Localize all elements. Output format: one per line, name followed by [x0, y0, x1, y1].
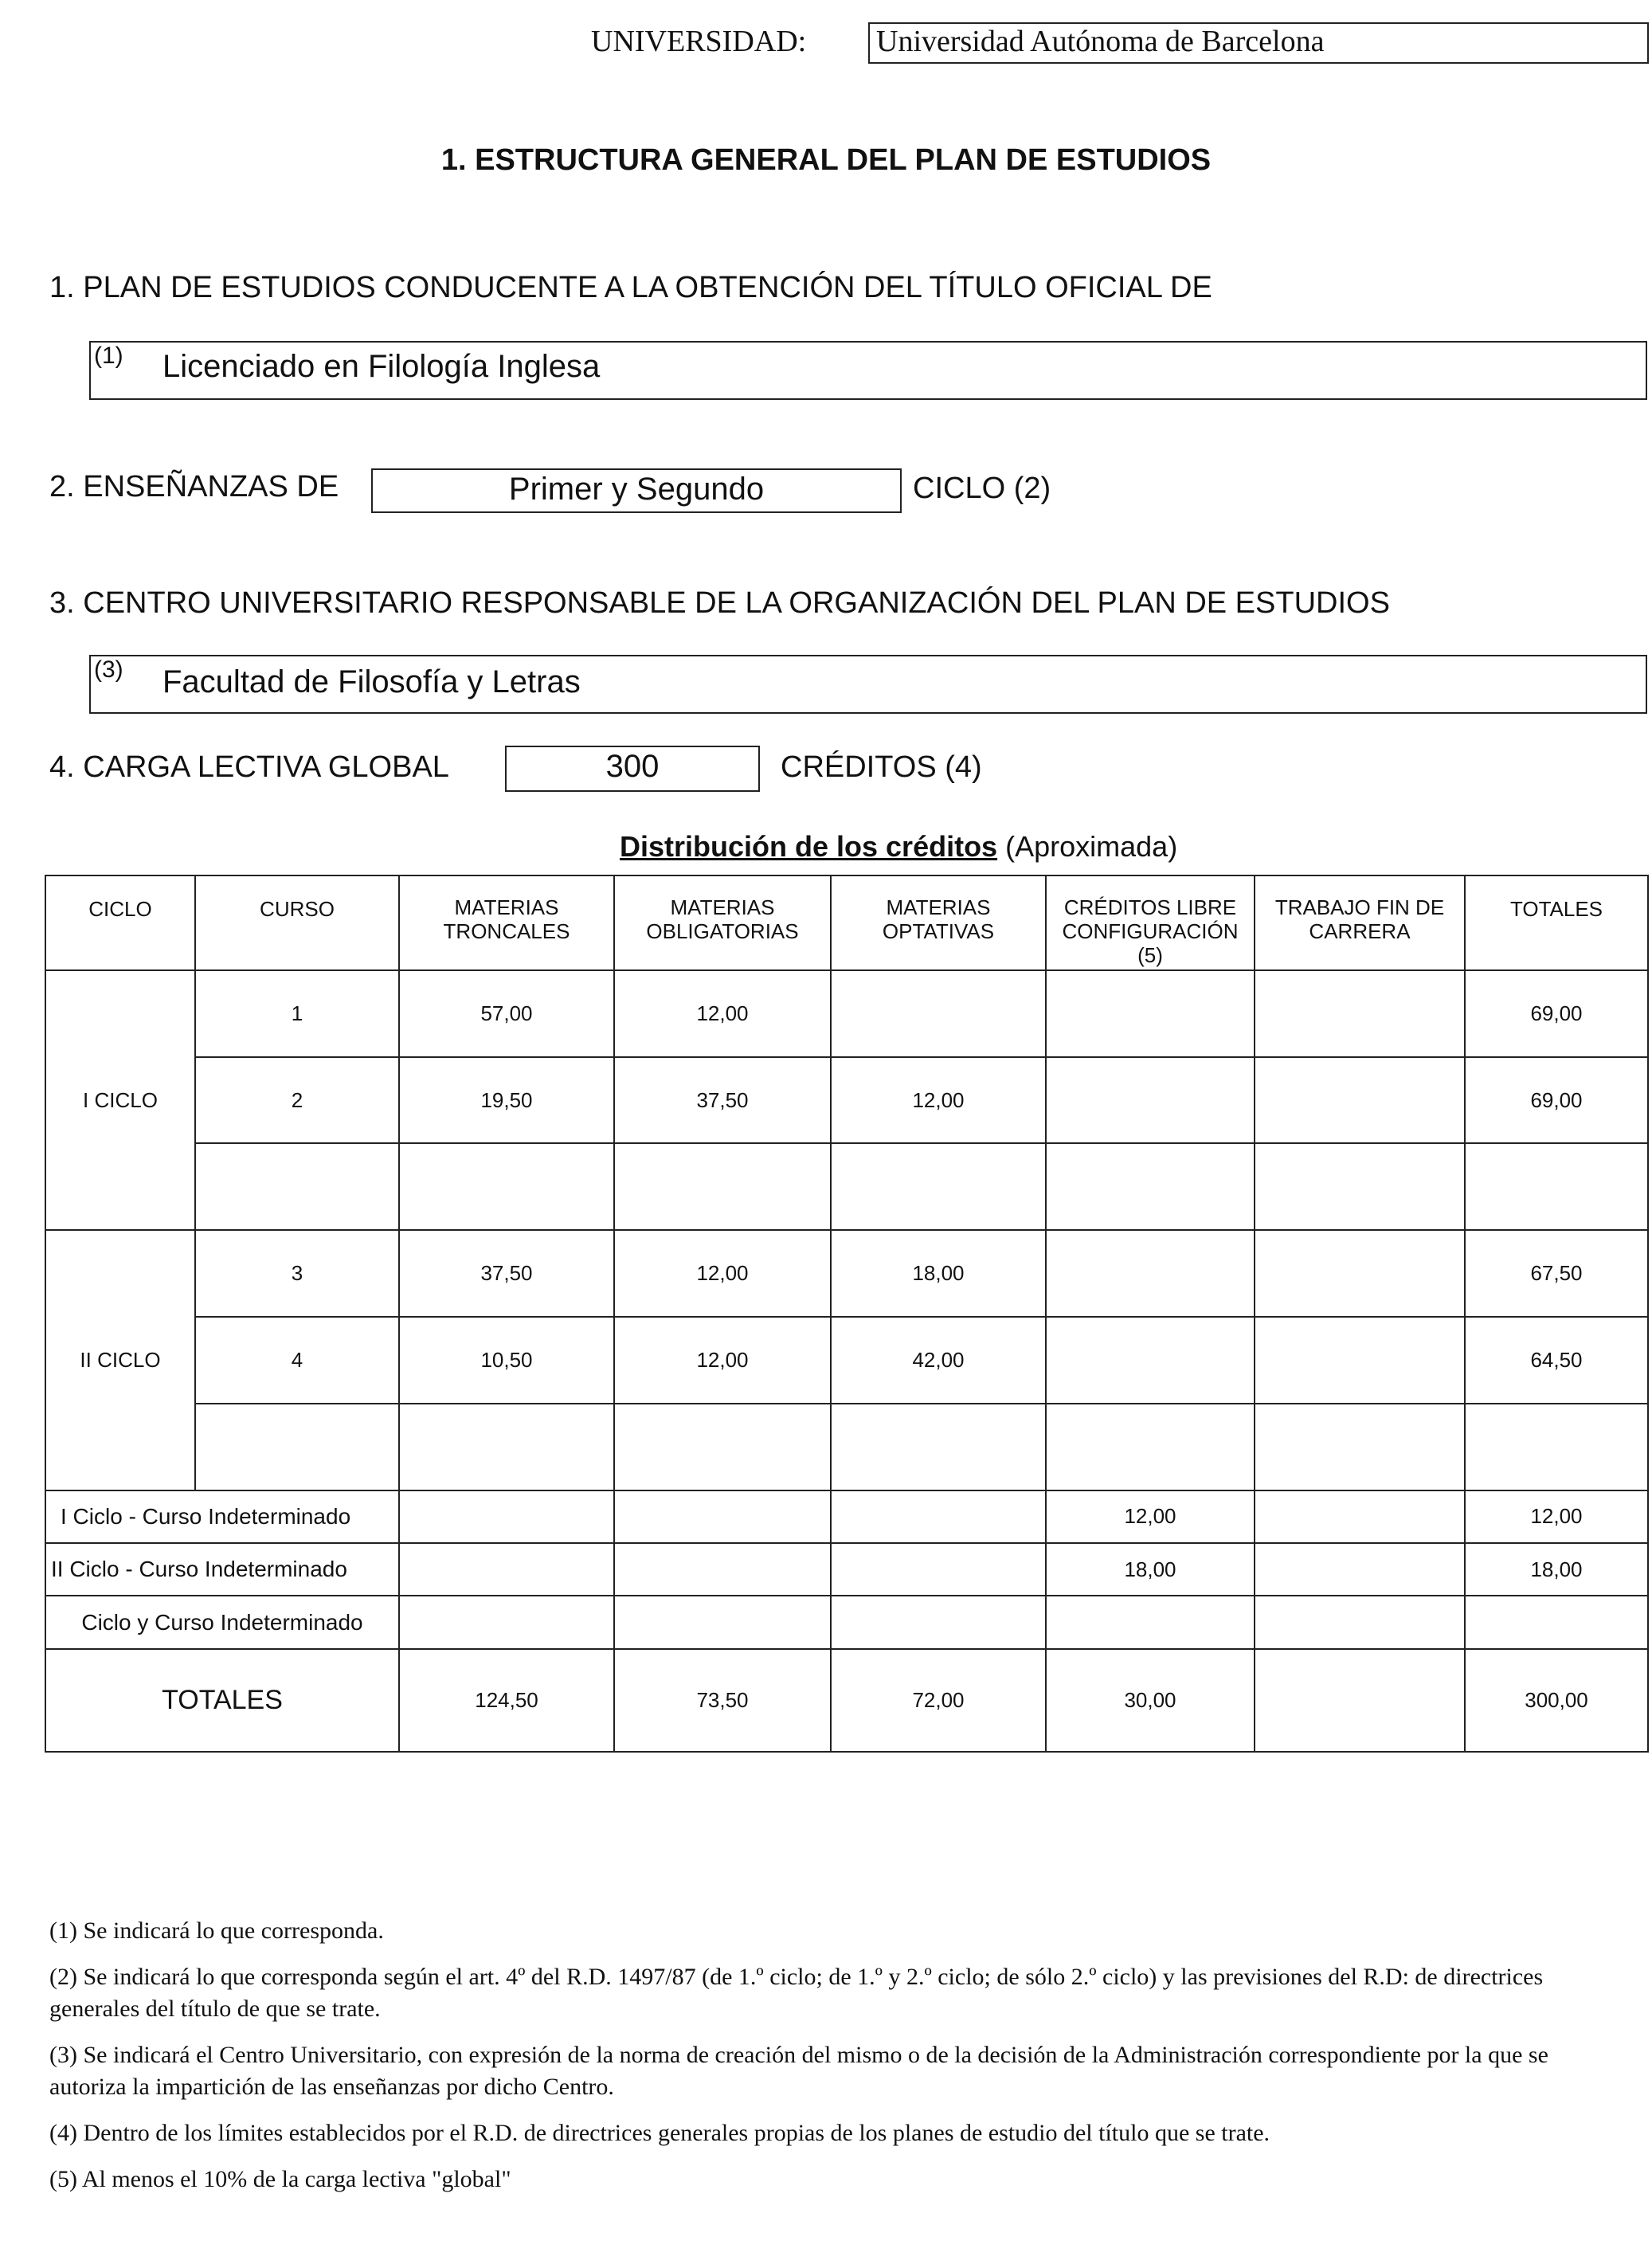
cell-troncales: 37,50	[399, 1230, 614, 1317]
cell-totales	[1465, 1596, 1648, 1648]
section1-label: 1. PLAN DE ESTUDIOS CONDUCENTE A LA OBTENCIÓN DEL TÍTULO OFICIAL DE	[49, 271, 1212, 304]
credit-distribution-table	[45, 875, 1649, 1753]
cell-optativas: 18,00	[831, 1230, 1046, 1317]
cell-trabajo	[1255, 1230, 1465, 1317]
distribution-heading	[620, 830, 1177, 864]
cell-trabajo	[1255, 1317, 1465, 1404]
cell-totales	[1465, 1404, 1648, 1490]
section4-suffix: CRÉDITOS (4)	[781, 750, 982, 784]
cell-troncales: 57,00	[399, 970, 614, 1057]
header-ciclo: CICLO	[45, 875, 195, 970]
total-totales: 300,00	[1465, 1649, 1648, 1752]
cell-totales: 69,00	[1465, 1057, 1648, 1144]
cell-troncales	[399, 1596, 614, 1648]
table-row	[45, 1317, 1648, 1404]
table-row-indeterminate	[45, 1596, 1648, 1648]
cell-libre	[1046, 1596, 1255, 1648]
cell-optativas: 42,00	[831, 1317, 1046, 1404]
cell-optativas	[831, 1490, 1046, 1543]
footnotes	[49, 1915, 1563, 2210]
footnote: (5) Al menos el 10% de la carga lectiva "global"	[49, 2166, 511, 2192]
total-obligatorias: 73,50	[614, 1649, 831, 1752]
section2-value: Primer y Segundo	[508, 472, 765, 507]
table-row-indeterminate	[45, 1543, 1648, 1596]
cell-troncales: 19,50	[399, 1057, 614, 1144]
cell-obligatorias: 12,00	[614, 970, 831, 1057]
totals-label: TOTALES	[45, 1649, 399, 1752]
header-trabajo: TRABAJO FIN DE CARRERA	[1255, 875, 1465, 970]
total-optativas: 72,00	[831, 1649, 1046, 1752]
total-libre: 30,00	[1046, 1649, 1255, 1752]
table-row	[45, 1143, 1648, 1230]
header-totales: TOTALES	[1465, 875, 1648, 970]
section4-label: 4. CARGA LECTIVA GLOBAL	[49, 750, 449, 784]
cell-libre	[1046, 1230, 1255, 1317]
section3-label: 3. CENTRO UNIVERSITARIO RESPONSABLE DE LA ORGANIZACIÓN DEL PLAN DE ESTUDIOS	[49, 586, 1390, 620]
table-row	[45, 1404, 1648, 1490]
cell-troncales	[399, 1404, 614, 1490]
table-header-row	[45, 875, 1648, 970]
table-row	[45, 1057, 1648, 1144]
total-trabajo	[1255, 1649, 1465, 1752]
ciclo-1-label: I CICLO	[45, 970, 195, 1230]
section1-value: Licenciado en Filología Inglesa	[162, 349, 601, 384]
total-troncales: 124,50	[399, 1649, 614, 1752]
table-row	[45, 970, 1648, 1057]
footnote: (3) Se indicará el Centro Universitario, con expresión de la norma de creación del mismo o de la decisión de la Administración correspondiente por la que se autoriza la impartición de las enseñanzas por dicho Centro.	[49, 2042, 1548, 2100]
cell-curso: 3	[195, 1230, 399, 1317]
cell-totales: 18,00	[1465, 1543, 1648, 1596]
cell-totales: 67,50	[1465, 1230, 1648, 1317]
cell-troncales	[399, 1490, 614, 1543]
ciclo-2-label: II CICLO	[45, 1230, 195, 1490]
table-row-totals	[45, 1649, 1648, 1752]
section3-value: Facultad de Filosofía y Letras	[162, 664, 581, 699]
cell-libre	[1046, 1317, 1255, 1404]
cell-obligatorias: 37,50	[614, 1057, 831, 1144]
cell-curso: 2	[195, 1057, 399, 1144]
cell-libre	[1046, 1057, 1255, 1144]
cell-obligatorias	[614, 1404, 831, 1490]
cell-troncales	[399, 1543, 614, 1596]
cell-trabajo	[1255, 970, 1465, 1057]
cell-optativas	[831, 1404, 1046, 1490]
cell-trabajo	[1255, 1404, 1465, 1490]
cell-libre	[1046, 970, 1255, 1057]
header-troncales: MATERIAS TRONCALES	[399, 875, 614, 970]
cell-indeterminate-label: I Ciclo - Curso Indeterminado	[45, 1490, 399, 1543]
cell-indeterminate-label: II Ciclo - Curso Indeterminado	[45, 1543, 399, 1596]
cell-libre	[1046, 1404, 1255, 1490]
cell-obligatorias: 12,00	[614, 1317, 831, 1404]
cell-obligatorias	[614, 1143, 831, 1230]
cell-totales: 69,00	[1465, 970, 1648, 1057]
cell-trabajo	[1255, 1143, 1465, 1230]
cell-curso	[195, 1143, 399, 1230]
header-optativas: MATERIAS OPTATIVAS	[831, 875, 1046, 970]
cell-trabajo	[1255, 1543, 1465, 1596]
section4-value: 300	[605, 749, 660, 784]
cell-curso	[195, 1404, 399, 1490]
cell-optativas: 12,00	[831, 1057, 1046, 1144]
cell-optativas	[831, 970, 1046, 1057]
cell-totales: 64,50	[1465, 1317, 1648, 1404]
cell-obligatorias	[614, 1543, 831, 1596]
university-label: UNIVERSIDAD:	[591, 25, 807, 58]
cell-troncales	[399, 1143, 614, 1230]
university-value: Universidad Autónoma de Barcelona	[876, 25, 1325, 58]
cell-libre	[1046, 1143, 1255, 1230]
header-curso: CURSO	[195, 875, 399, 970]
table-row-indeterminate	[45, 1490, 1648, 1543]
cell-trabajo	[1255, 1490, 1465, 1543]
cell-optativas	[831, 1543, 1046, 1596]
cell-libre: 18,00	[1046, 1543, 1255, 1596]
cell-totales	[1465, 1143, 1648, 1230]
cell-curso: 4	[195, 1317, 399, 1404]
cell-totales: 12,00	[1465, 1490, 1648, 1543]
footnote: (1) Se indicará lo que corresponda.	[49, 1917, 384, 1944]
cell-trabajo	[1255, 1596, 1465, 1648]
section2-suffix: CICLO (2)	[913, 472, 1051, 505]
section1-ref: (1)	[94, 343, 123, 369]
footnote: (4) Dentro de los límites establecidos por el R.D. de directrices generales propias de los planes de estudio del título que se trate.	[49, 2120, 1270, 2146]
cell-optativas	[831, 1143, 1046, 1230]
section2-label: 2. ENSEÑANZAS DE	[49, 470, 339, 503]
table-row	[45, 1230, 1648, 1317]
cell-curso: 1	[195, 970, 399, 1057]
cell-trabajo	[1255, 1057, 1465, 1144]
page-title: 1. ESTRUCTURA GENERAL DEL PLAN DE ESTUDIOS	[440, 143, 1212, 177]
header-libre: CRÉDITOS LIBRE CONFIGURACIÓN (5)	[1046, 875, 1255, 970]
cell-libre: 12,00	[1046, 1490, 1255, 1543]
cell-troncales: 10,50	[399, 1317, 614, 1404]
cell-obligatorias	[614, 1596, 831, 1648]
footnote: (2) Se indicará lo que corresponda según el art. 4º del R.D. 1497/87 (de 1.º ciclo; de 1.º y 2.º ciclo; de sólo 2.º ciclo) y las previsiones del R.D: de directrices generales del título de que se trate.	[49, 1964, 1544, 2022]
cell-indeterminate-label: Ciclo y Curso Indeterminado	[45, 1596, 399, 1648]
cell-obligatorias	[614, 1490, 831, 1543]
distribution-title: Distribución de los créditos	[620, 830, 998, 863]
distribution-subtitle: (Aproximada)	[1005, 830, 1178, 863]
header-obligatorias: MATERIAS OBLIGATORIAS	[614, 875, 831, 970]
section3-ref: (3)	[94, 656, 123, 683]
cell-obligatorias: 12,00	[614, 1230, 831, 1317]
cell-optativas	[831, 1596, 1046, 1648]
